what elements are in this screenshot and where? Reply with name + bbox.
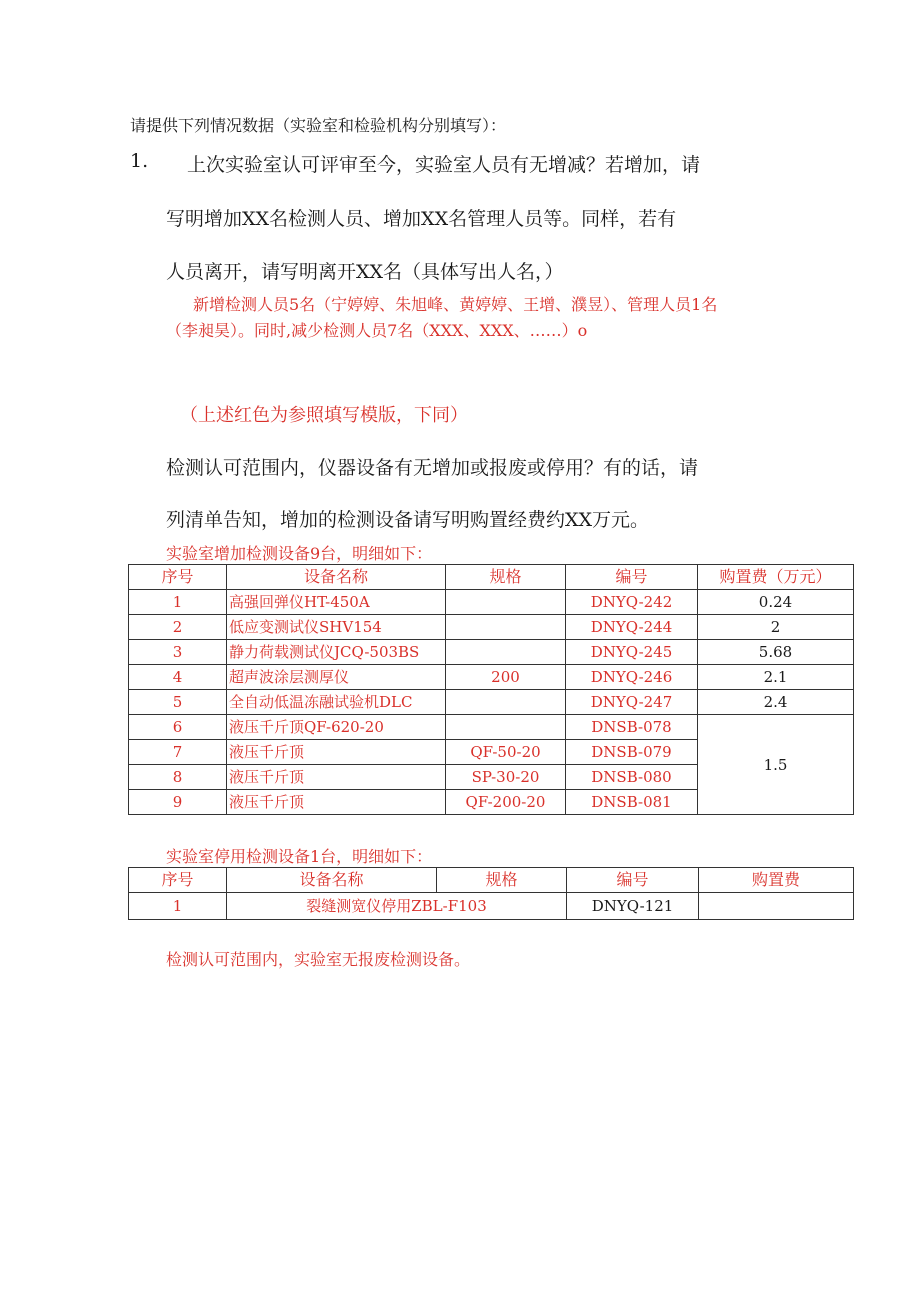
header-cost: 购置费 [699,868,854,893]
cell-name: 超声波涂层测厚仪 [227,665,446,690]
cell-code: DNYQ-121 [567,893,699,920]
cell-cost: 2.4 [698,690,854,715]
header-name: 设备名称 [227,868,437,893]
cell-no: 7 [129,740,227,765]
cell-cost: 0.24 [698,590,854,615]
cell-spec [446,640,566,665]
cell-no: 5 [129,690,227,715]
added-equipment-table [128,564,854,815]
cell-spec [446,615,566,640]
cell-name: 全自动低温冻融试验机DLC [227,690,446,715]
cell-code: DNSB-081 [566,790,698,815]
cell-cost: 2.1 [698,665,854,690]
header-no: 序号 [129,565,227,590]
cell-code: DNYQ-244 [566,615,698,640]
cell-no: 2 [129,615,227,640]
cell-name: 液压千斤顶QF-620-20 [227,715,446,740]
table-row [129,615,854,640]
cell-cost-merged: 1.5 [698,715,854,815]
stopped-equipment-caption: 实验室停用检测设备1台，明细如下： [166,847,433,866]
table-row [129,690,854,715]
cell-no: 4 [129,665,227,690]
cell-code: DNSB-078 [566,715,698,740]
cell-no: 1 [129,590,227,615]
question-1-line-3: 人员离开，请写明离开XX名（具体写出人名，） [166,261,564,283]
header-code: 编号 [567,868,699,893]
cell-name: 裂缝测宽仪停用ZBL-F103 [227,893,567,920]
question-1-line-1: 上次实验室认可评审至今，实验室人员有无增减？若增加，请 [187,154,701,176]
cell-spec [446,590,566,615]
template-note: （上述红色为参照填写模版，下同） [180,405,468,426]
cell-name: 低应变测试仪SHV154 [227,615,446,640]
question-1-number: 1. [130,150,149,172]
cell-spec [446,690,566,715]
cell-code: DNSB-080 [566,765,698,790]
cell-cost: 2 [698,615,854,640]
cell-code: DNYQ-247 [566,690,698,715]
cell-no: 8 [129,765,227,790]
cell-cost: 5.68 [698,640,854,665]
header-code: 编号 [566,565,698,590]
cell-name: 静力荷载测试仪JCQ-503BS [227,640,446,665]
final-note: 检测认可范围内，实验室无报废检测设备。 [166,950,471,969]
cell-name: 液压千斤顶 [227,740,446,765]
cell-name: 液压千斤顶 [227,765,446,790]
table-row [129,640,854,665]
cell-code: DNYQ-242 [566,590,698,615]
header-cost: 购置费（万元） [698,565,854,590]
cell-spec: 200 [446,665,566,690]
cell-no: 9 [129,790,227,815]
stopped-equipment-table [128,867,854,920]
table-header-row [129,868,854,893]
cell-code: DNSB-079 [566,740,698,765]
table-row [129,715,854,740]
table-row [129,590,854,615]
cell-code: DNYQ-245 [566,640,698,665]
cell-no: 6 [129,715,227,740]
header-spec: 规格 [446,565,566,590]
cell-cost [699,893,854,920]
question-1-line-2: 写明增加XX名检测人员、增加XX名管理人员等。同样，若有 [166,208,677,230]
cell-spec: SP-30-20 [446,765,566,790]
cell-name: 高强回弹仪HT-450A [227,590,446,615]
added-equipment-caption: 实验室增加检测设备9台，明细如下： [166,544,433,563]
table-row [129,665,854,690]
table-row [129,893,854,920]
question-2-line-2: 列清单告知，增加的检测设备请写明购置经费约XX万元。 [166,509,650,531]
cell-no: 1 [129,893,227,920]
question-1-answer-line-2: （李昶昊）。同时,减少检测人员7名（XXX、XXX、……）o [166,321,588,340]
cell-spec: QF-50-20 [446,740,566,765]
question-2-line-1: 检测认可范围内，仪器设备有无增加或报废或停用？有的话，请 [166,457,699,479]
cell-code: DNYQ-246 [566,665,698,690]
cell-spec [446,715,566,740]
cell-name: 液压千斤顶 [227,790,446,815]
cell-spec: QF-200-20 [446,790,566,815]
cell-no: 3 [129,640,227,665]
table-header-row [129,565,854,590]
header-spec: 规格 [437,868,567,893]
intro-text: 请提供下列情况数据（实验室和检验机构分别填写）： [130,116,507,135]
question-1-answer-line-1: 新增检测人员5名（宁婷婷、朱旭峰、黄婷婷、王增、濮昱）、管理人员1名 [193,295,718,314]
header-no: 序号 [129,868,227,893]
header-name: 设备名称 [227,565,446,590]
